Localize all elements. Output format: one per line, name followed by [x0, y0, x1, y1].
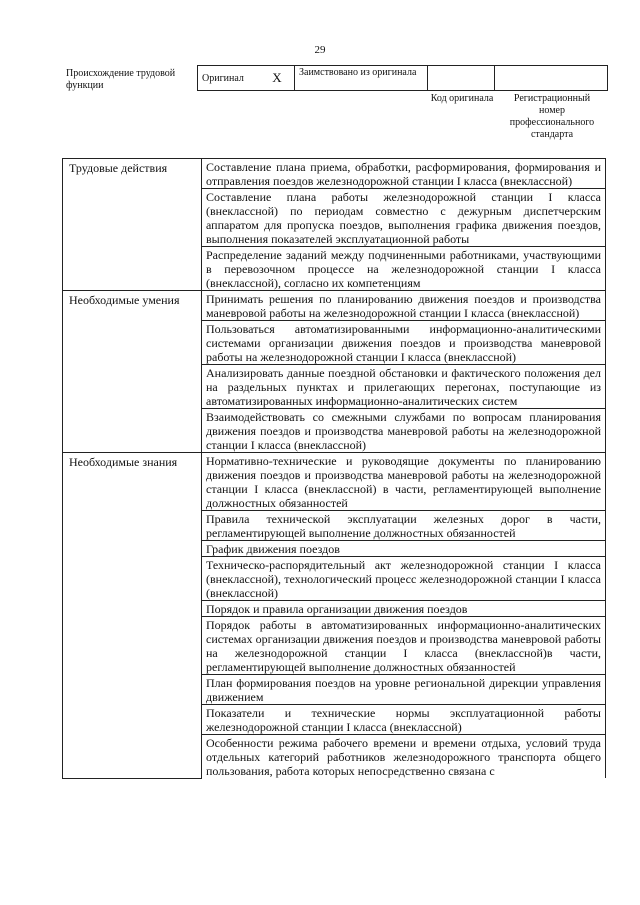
page-number: 29: [314, 44, 326, 56]
row-text: Анализировать данные поездной обстановки и фактического положения дел на раздельных пунктах и прилегающих перегонах, поступающие из автоматизированных информационно-аналитических систем: [202, 365, 606, 409]
reg-number-cell: [495, 66, 608, 91]
row-text: Особенности режима рабочего времени и времени отдыха, условий труда отдельных категорий работников железнодорожного транспорта общего пользования, работа которых непосредственно связана с: [202, 735, 606, 779]
category-label: Трудовые действия: [63, 159, 202, 291]
table-row: [63, 291, 606, 321]
code-cell: [428, 66, 495, 91]
origin-label: Происхождение трудовой функции: [66, 68, 176, 91]
row-text: Взаимодействовать со смежными службами по вопросам планирования движения поездов и производства маневровой работы на железнодорожной станции I класса (внеклассной): [202, 409, 606, 453]
row-text: График движения поездов: [202, 541, 606, 557]
labor-function-table: [62, 158, 606, 779]
row-text: План формирования поездов на уровне региональной дирекции управления движением: [202, 675, 606, 705]
row-text: Принимать решения по планированию движения поездов и производства маневровой работы на железнодорожной станции I класса (внеклассной): [202, 291, 606, 321]
original-mark: X: [260, 66, 295, 91]
origin-table: [197, 65, 608, 91]
row-text: Показатели и технические нормы эксплуатационной работы железнодорожной станции I класса (внеклассной): [202, 705, 606, 735]
row-text: Порядок и правила организации движения поездов: [202, 601, 606, 617]
category-label: Необходимые знания: [63, 453, 202, 779]
borrowed-label: Заимствовано из оригинала: [295, 66, 428, 91]
row-text: Распределение заданий между подчиненными работниками, участвующими в перевозочном процессе на железнодорожной станции I класса (внеклассной), согласно их компетенциям: [202, 247, 606, 291]
row-text: Составление плана работы железнодорожной станции I класса (внеклассной) по периодам совместно с дежурным диспетчерским аппаратом для пропуска поездов, выполнения графика движения поездов, выполнения показателей эксплуатационной работы: [202, 189, 606, 247]
table-row: [63, 453, 606, 511]
table-row: [63, 159, 606, 189]
row-text: Порядок работы в автоматизированных информационно-аналитических системах организации движения поездов и производства маневровой работы на железнодорожной станции I класса (внеклассной)в части, регламентирующей выполнение должностных обязанностей: [202, 617, 606, 675]
row-text: Пользоваться автоматизированными информационно-аналитическими системами организации движения поездов и производства маневровой работы на железнодорожной станции I класса (внеклассной): [202, 321, 606, 365]
reg-caption: Регистрационный номер профессионального стандарта: [509, 93, 595, 140]
row-text: Техническо-распорядительный акт железнодорожной станции I класса (внеклассной), технологический процесс железнодорожной станции I класса (внеклассной): [202, 557, 606, 601]
original-label: Оригинал: [198, 66, 261, 91]
category-label: Необходимые умения: [63, 291, 202, 453]
row-text: Составление плана приема, обработки, расформирования, формирования и отправления поездов железнодорожной станции I класса (внеклассной): [202, 159, 606, 189]
code-caption: Код оригинала: [430, 93, 494, 104]
row-text: Правила технической эксплуатации железных дорог в части, регламентирующей выполнение должностных обязанностей: [202, 511, 606, 541]
row-text: Нормативно-технические и руководящие документы по планированию движения поездов и производства маневровой работы на железнодорожной станции I класса (внеклассной) в части, регламентирующей выполнение должностных обязанностей: [202, 453, 606, 511]
